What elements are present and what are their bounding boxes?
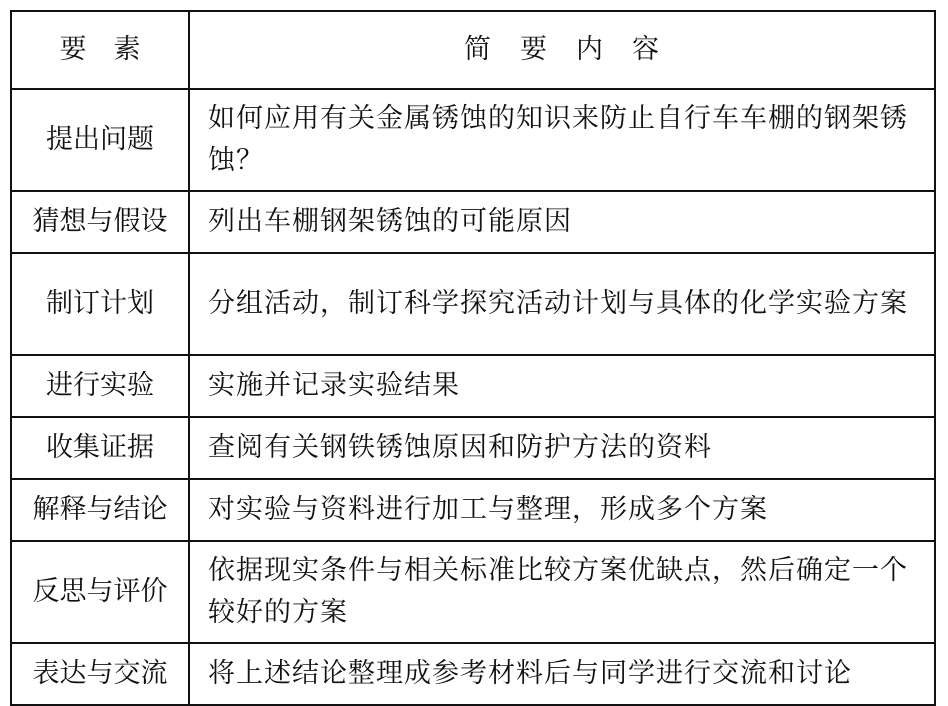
row-content: 分组活动，制订科学探究活动计划与具体的化学实验方案 (189, 253, 935, 355)
table-row (11, 417, 935, 479)
table-row (11, 89, 935, 191)
row-element: 收集证据 (11, 417, 189, 479)
row-content: 如何应用有关金属锈蚀的知识来防止自行车车棚的钢架锈蚀？ (189, 89, 935, 191)
row-element: 解释与结论 (11, 479, 189, 541)
table-header-row (11, 11, 935, 89)
row-element: 制订计划 (11, 253, 189, 355)
header-content: 简 要 内 容 (189, 11, 935, 89)
row-content: 列出车棚钢架锈蚀的可能原因 (189, 191, 935, 253)
table-row (11, 253, 935, 355)
row-content: 将上述结论整理成参考材料后与同学进行交流和讨论 (189, 643, 935, 705)
table-row (11, 541, 935, 643)
row-element: 表达与交流 (11, 643, 189, 705)
row-content: 实施并记录实验结果 (189, 355, 935, 417)
row-element: 提出问题 (11, 89, 189, 191)
row-element: 进行实验 (11, 355, 189, 417)
row-element: 猜想与假设 (11, 191, 189, 253)
inquiry-elements-table-container (10, 10, 936, 692)
table-row (11, 355, 935, 417)
table-row (11, 191, 935, 253)
header-element: 要 素 (11, 11, 189, 89)
table-row (11, 643, 935, 705)
inquiry-elements-table (10, 10, 936, 706)
row-content: 查阅有关钢铁锈蚀原因和防护方法的资料 (189, 417, 935, 479)
row-element: 反思与评价 (11, 541, 189, 643)
row-content: 依据现实条件与相关标准比较方案优缺点，然后确定一个较好的方案 (189, 541, 935, 643)
table-row (11, 479, 935, 541)
row-content: 对实验与资料进行加工与整理，形成多个方案 (189, 479, 935, 541)
